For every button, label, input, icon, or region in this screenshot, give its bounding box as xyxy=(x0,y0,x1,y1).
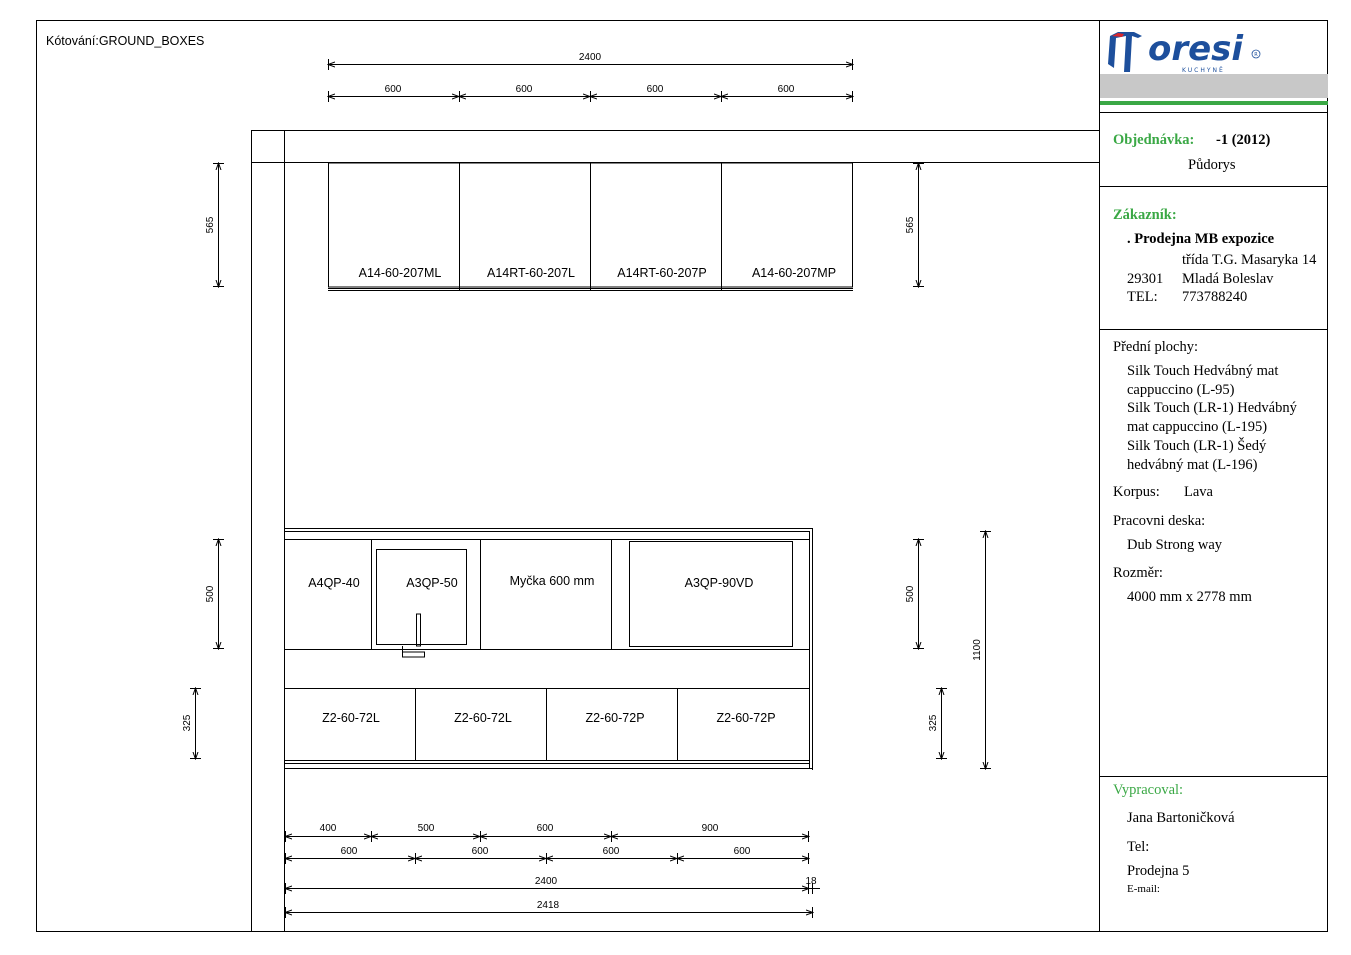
korpus-value: Lava xyxy=(1184,484,1213,500)
divider xyxy=(1100,329,1328,330)
front-line: Silk Touch Hedvábný mat xyxy=(1127,363,1279,379)
lower-unit-label: Z2-60-72P xyxy=(716,711,776,725)
front-line: Silk Touch (LR-1) Hedvábný xyxy=(1127,400,1297,416)
dim-base-row1: 500 xyxy=(417,823,435,834)
dim-base-row2: 600 xyxy=(733,846,751,857)
dim-base-total: 2400 xyxy=(534,876,558,887)
dim-top-segment: 600 xyxy=(777,84,795,95)
dim-wall-height-right: 565 xyxy=(905,216,916,234)
dim-base-row1: 600 xyxy=(536,823,554,834)
wall-outline xyxy=(251,130,1100,931)
desk-value: Dub Strong way xyxy=(1127,537,1223,553)
front-line: mat cappuccino (L-195) xyxy=(1127,419,1268,435)
customer-street: třída T.G. Masaryka 14 xyxy=(1182,252,1317,268)
dim-wall-height-left: 565 xyxy=(205,216,216,234)
dim-top-total: 2400 xyxy=(578,52,602,63)
divider xyxy=(1100,112,1328,113)
logo-registered-mark: R xyxy=(1254,52,1258,58)
size-value: 4000 mm x 2778 mm xyxy=(1127,589,1252,605)
customer-label: Zákazník: xyxy=(1113,207,1177,223)
oresi-logo xyxy=(1104,24,1264,76)
korpus-label: Korpus: xyxy=(1113,484,1160,500)
customer-tel: 773788240 xyxy=(1182,289,1248,305)
author-email-label: E-mail: xyxy=(1127,883,1160,895)
dim-base-height-right: 500 xyxy=(905,585,916,603)
dim-base-row2: 600 xyxy=(340,846,358,857)
base-unit-label: A4QP-40 xyxy=(308,576,360,590)
lower-unit-label: Z2-60-72L xyxy=(322,711,380,725)
dim-grand-total: 2418 xyxy=(536,900,560,911)
drawing-title: Kótování:GROUND_BOXES xyxy=(46,34,205,48)
author-tel-label: Tel: xyxy=(1127,839,1150,855)
wall-unit-label: A14RT-60-207L xyxy=(486,266,576,280)
front-line: hedvábný mat (L-196) xyxy=(1127,457,1258,473)
customer-tel-label: TEL: xyxy=(1127,289,1158,305)
size-label: Rozměr: xyxy=(1113,565,1163,581)
logo-text: oresi xyxy=(1148,29,1244,69)
wall-unit-label: A14RT-60-207P xyxy=(617,266,707,280)
base-unit-label: Myčka 600 mm xyxy=(509,574,595,588)
author-label: Vypracoval: xyxy=(1113,782,1184,798)
base-cabinets xyxy=(285,528,813,770)
dim-plinth-left: 325 xyxy=(182,714,193,732)
desk-label: Pracovni deska: xyxy=(1113,513,1206,529)
author-name: Jana Bartoničková xyxy=(1127,810,1235,826)
dim-base-height-left: 500 xyxy=(205,585,216,603)
dim-top-segment: 600 xyxy=(515,84,533,95)
dim-overall-height: 1100 xyxy=(972,639,983,661)
front-line: cappuccino (L-95) xyxy=(1127,382,1235,398)
dim-plinth-right: 325 xyxy=(928,714,939,732)
dim-base-row2: 600 xyxy=(471,846,489,857)
customer-name: . Prodejna MB expozice xyxy=(1127,231,1275,247)
dim-base-row1: 400 xyxy=(319,823,337,834)
divider xyxy=(1100,776,1328,777)
order-value: -1 (2012) xyxy=(1216,132,1271,148)
base-unit-label: A3QP-90VD xyxy=(684,576,754,590)
customer-city: Mladá Boleslav xyxy=(1182,271,1274,287)
dim-base-row2: 600 xyxy=(602,846,620,857)
logo-mark-icon xyxy=(1108,32,1142,72)
wall-unit-label: A14-60-207MP xyxy=(751,266,837,280)
base-unit-label: A3QP-50 xyxy=(406,576,458,590)
sink-tap-icon xyxy=(403,614,425,657)
lower-unit-label: Z2-60-72P xyxy=(585,711,645,725)
title-block xyxy=(1100,20,1328,932)
dim-base-row1: 900 xyxy=(701,823,719,834)
lower-unit-label: Z2-60-72L xyxy=(454,711,512,725)
front-line: Silk Touch (LR-1) Šedý xyxy=(1127,438,1267,454)
header-green-bar xyxy=(1100,101,1328,105)
customer-zip: 29301 xyxy=(1127,271,1164,287)
dim-top-segment: 600 xyxy=(646,84,664,95)
dim-top-segment: 600 xyxy=(384,84,402,95)
wall-unit-label: A14-60-207ML xyxy=(358,266,442,280)
logo-subtext: KUCHYNĚ xyxy=(1182,67,1225,74)
order-type: Půdorys xyxy=(1188,157,1236,173)
author-shop: Prodejna 5 xyxy=(1127,863,1190,879)
header-grey-bar xyxy=(1100,74,1328,98)
dim-end-panel: 18 xyxy=(805,876,817,887)
order-label: Objednávka: xyxy=(1113,132,1195,148)
fronts-label: Přední plochy: xyxy=(1113,339,1198,355)
divider xyxy=(1100,186,1328,187)
